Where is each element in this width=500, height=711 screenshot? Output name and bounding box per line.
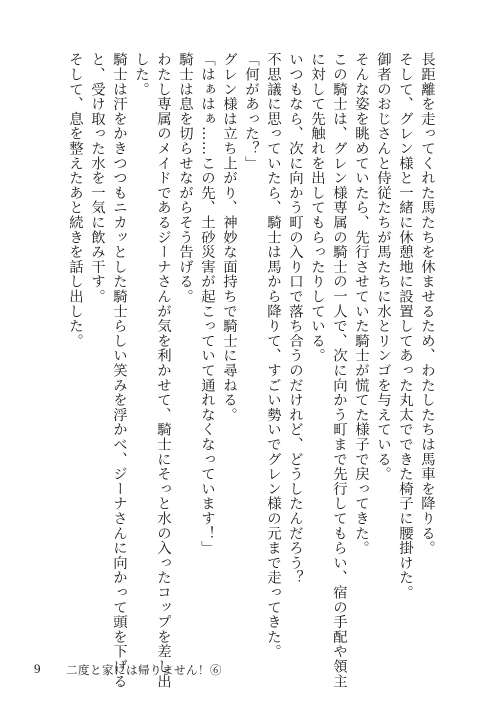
text-line: 騎士は息を切らせながらそう告げる。 <box>177 52 193 304</box>
text-line: わたし専属のメイドであるジーナさんが気を利かせて、騎士にそっと水の入ったコップを差し出 <box>155 52 171 689</box>
text-line: この騎士は、グレン様専属の騎士の一人で、次に向かう町まで先行してもらい、宿の手配や領主 <box>331 52 347 689</box>
text-line: に対して先触れを出してもらったりしている。 <box>309 52 325 363</box>
text-line: そして、グレン様と一緒に休憩地に設置してあった丸太でできた椅子に腰掛けた。 <box>397 52 413 600</box>
text-line: した。 <box>133 52 149 97</box>
text-line: 騎士は汗をかきつつもニカッとした騎士らしい笑みを浮かべ、ジーナさんに向かって頭を下げる <box>111 52 127 689</box>
page-number: 9 <box>34 661 41 676</box>
page-footer <box>0 661 500 681</box>
text-line: グレン様は立ち上がり、神妙な面持ちで騎士に尋ねる。 <box>221 52 237 422</box>
text-line: 「何があった？」 <box>243 52 259 171</box>
text-line: そんな姿を眺めていたら、先行させていた騎士が慌てた様子で戻ってきた。 <box>353 52 369 556</box>
text-line: 不思議に思っていたら、騎士は馬から降りて、すごい勢いでグレン様の元まで走ってきた。 <box>265 52 281 659</box>
text-line: そして、息を整えたあと続きを話し出した。 <box>67 52 83 348</box>
text-line: 御者のおじさんと侍従たちが馬たちに水とリンゴを与えている。 <box>375 52 391 482</box>
text-line: 「はぁはぁ……この先、土砂災害が起こっていて通れなくなっています！」 <box>199 52 215 556</box>
text-line: 長距離を走ってくれた馬たちを休ませるため、わたしたちは馬車を降りる。 <box>419 52 435 556</box>
text-line: と、受け取った水を一気に飲み干す。 <box>89 52 105 304</box>
text-line: いつもなら、次に向かう町の入り口で落ち合うのだけれど、どうしたんだろう？ <box>287 52 303 585</box>
running-title: 二度と家には帰りません！⑥ <box>66 663 222 677</box>
